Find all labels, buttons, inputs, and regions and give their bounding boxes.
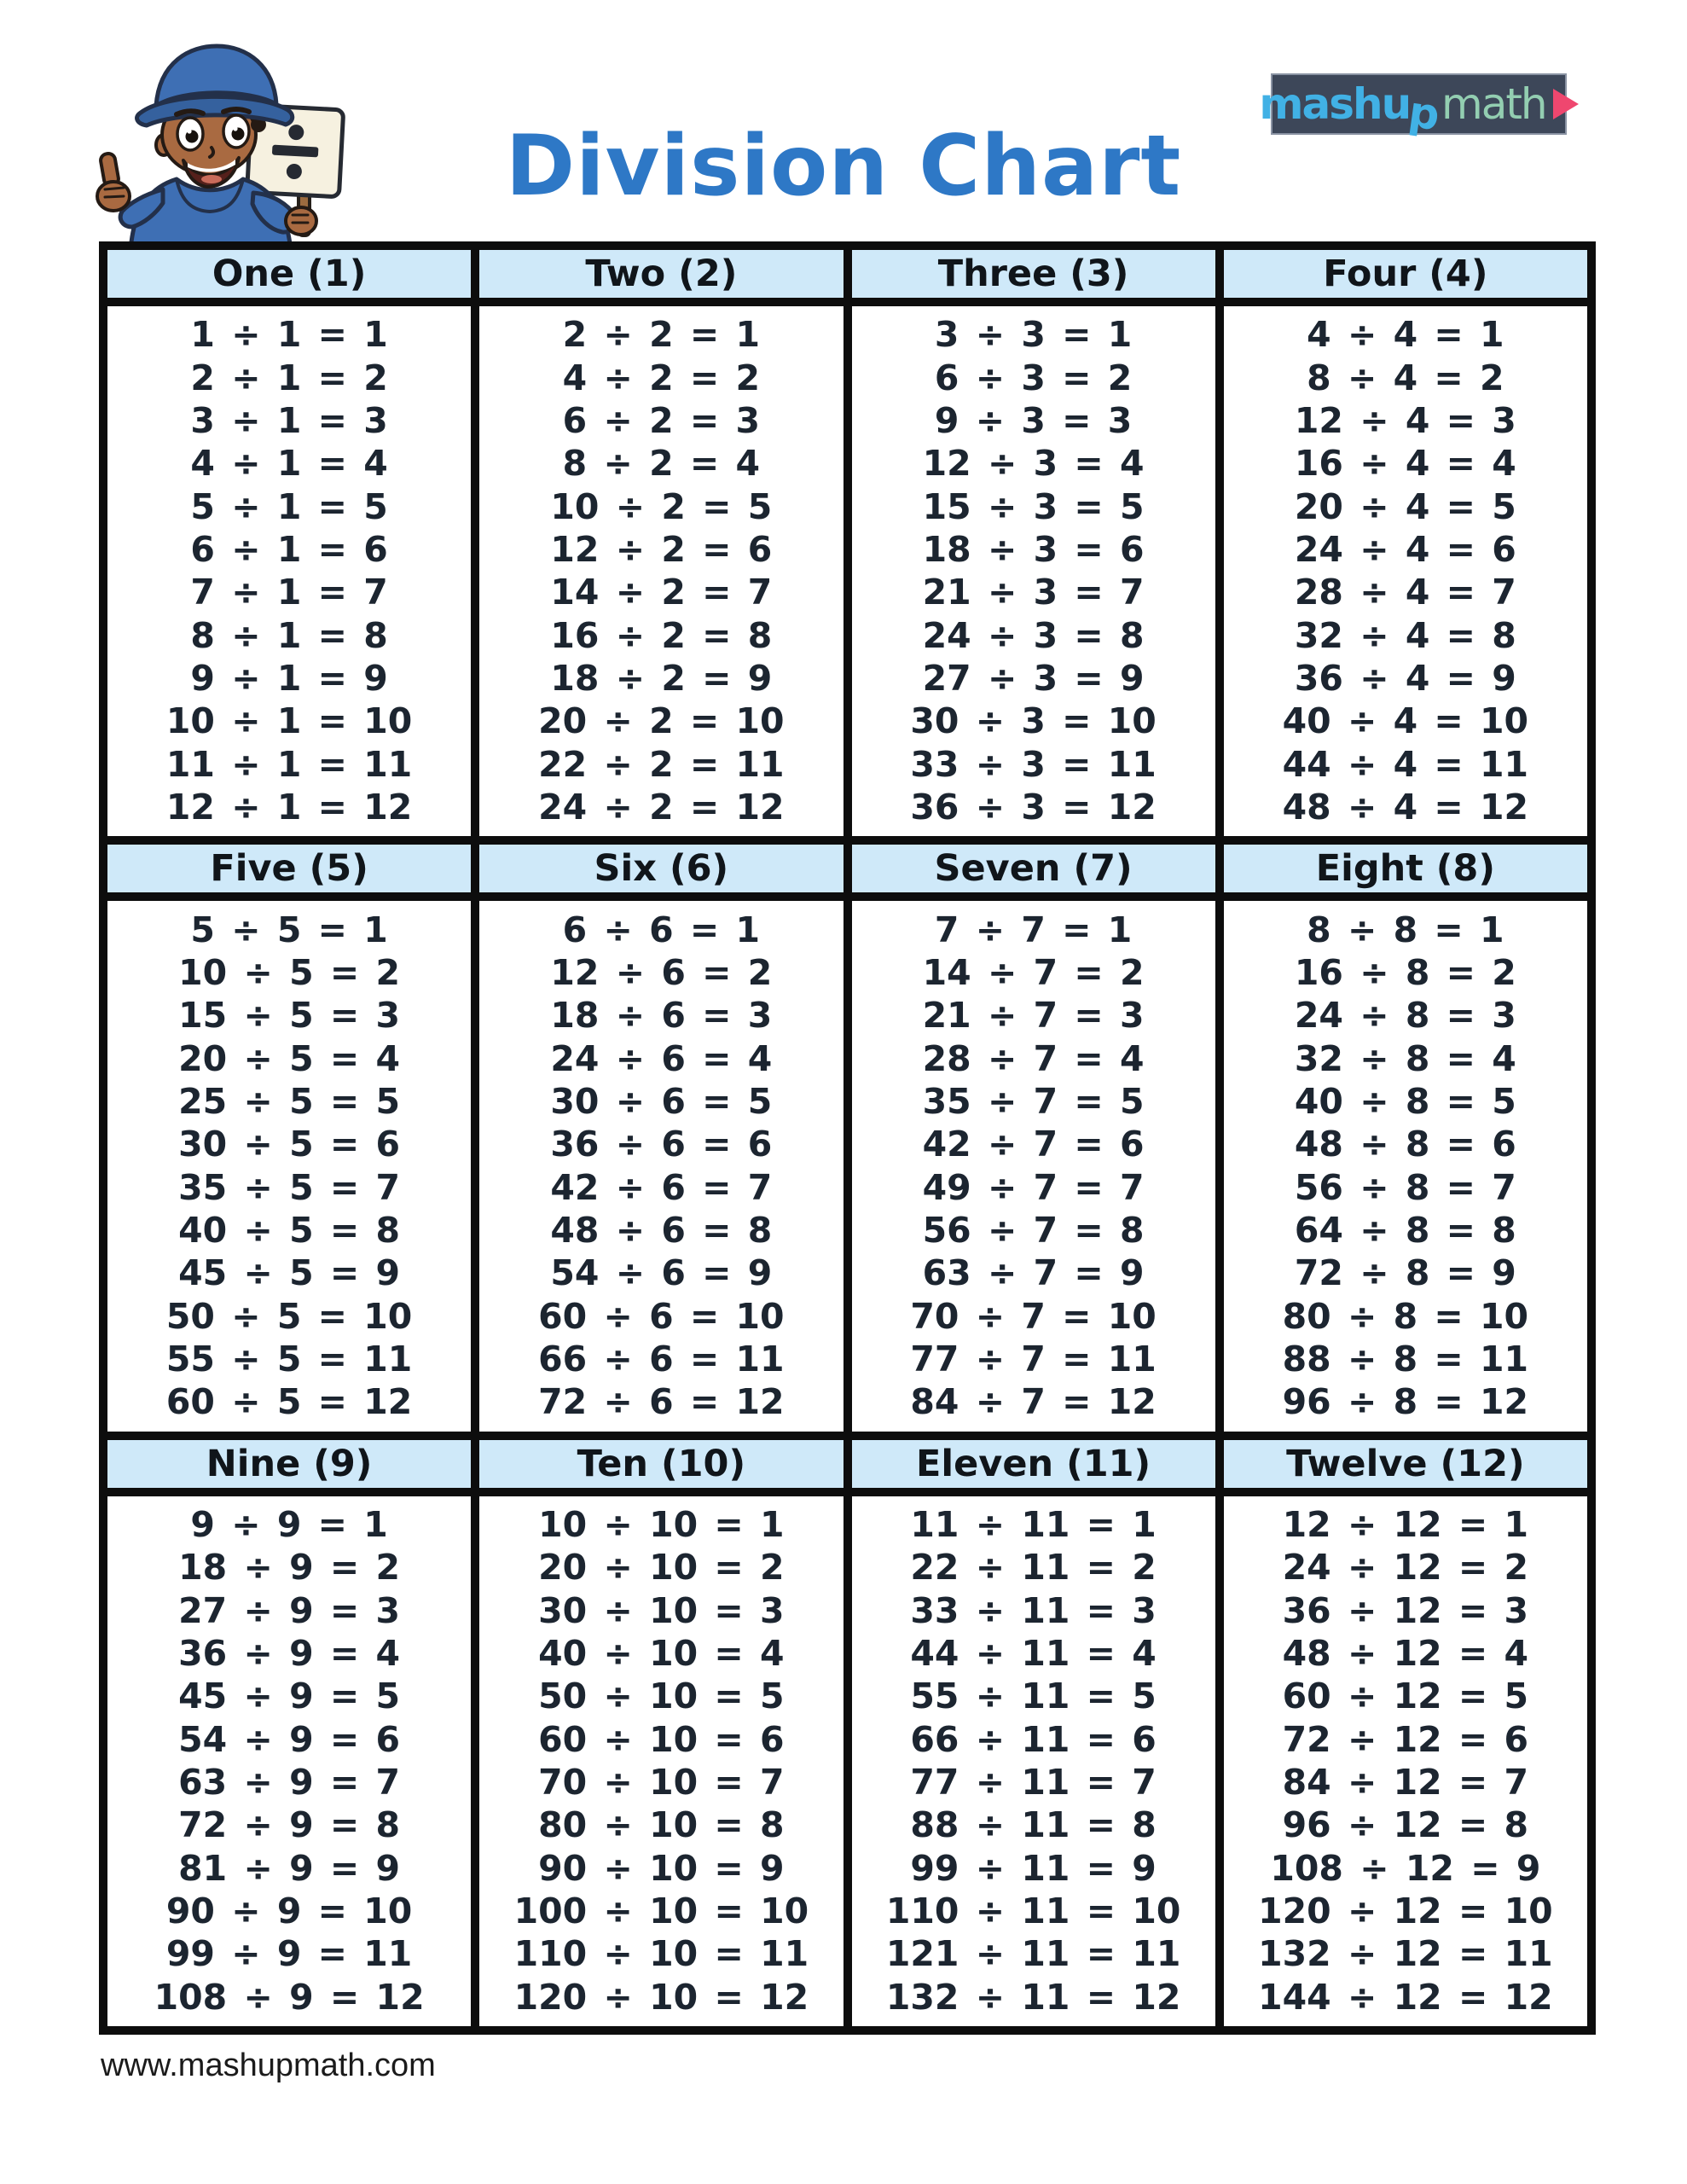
equation: 21 ÷ 7 = 3 xyxy=(922,995,1145,1037)
equation: 6 ÷ 6 = 1 xyxy=(562,909,761,950)
equation: 132 ÷ 11 = 12 xyxy=(885,1976,1181,2018)
equation: 35 ÷ 5 = 7 xyxy=(178,1166,401,1208)
equation: 40 ÷ 5 = 8 xyxy=(178,1209,401,1251)
equation: 27 ÷ 3 = 9 xyxy=(922,657,1145,699)
equation: 36 ÷ 6 = 6 xyxy=(550,1124,773,1165)
equation: 4 ÷ 4 = 1 xyxy=(1307,314,1504,356)
equation: 96 ÷ 12 = 8 xyxy=(1282,1804,1529,1846)
equation: 9 ÷ 1 = 9 xyxy=(190,657,388,699)
section-equations-cell xyxy=(107,306,471,836)
equation: 66 ÷ 11 = 6 xyxy=(910,1718,1157,1760)
section-equations-cell xyxy=(1224,901,1587,1431)
equation: 14 ÷ 2 = 7 xyxy=(550,572,773,613)
equation: 5 ÷ 1 = 5 xyxy=(190,485,388,527)
equation: 84 ÷ 7 = 12 xyxy=(910,1381,1157,1423)
section-equations-cell xyxy=(479,306,843,836)
equation: 45 ÷ 9 = 5 xyxy=(178,1676,401,1717)
mashupmath-logo xyxy=(1259,73,1567,141)
equation: 35 ÷ 7 = 5 xyxy=(922,1080,1145,1122)
equation: 10 ÷ 2 = 5 xyxy=(550,485,773,527)
logo-text-mashu: mashu xyxy=(1259,79,1411,129)
equation: 20 ÷ 2 = 10 xyxy=(538,700,785,742)
equation: 6 ÷ 2 = 3 xyxy=(562,399,761,441)
equation: 48 ÷ 12 = 4 xyxy=(1282,1632,1529,1674)
equation: 12 ÷ 12 = 1 xyxy=(1282,1503,1529,1545)
equation: 108 ÷ 9 = 12 xyxy=(154,1976,425,2018)
equation: 100 ÷ 10 = 10 xyxy=(513,1890,809,1931)
equation: 42 ÷ 7 = 6 xyxy=(922,1124,1145,1165)
page-title: Division Chart xyxy=(505,118,1182,215)
section-equations-cell xyxy=(107,901,471,1431)
equation: 30 ÷ 10 = 3 xyxy=(538,1589,785,1631)
equation: 8 ÷ 1 = 8 xyxy=(190,614,388,656)
equation: 110 ÷ 10 = 11 xyxy=(513,1933,809,1975)
equation: 72 ÷ 8 = 9 xyxy=(1294,1252,1516,1294)
section-header-row xyxy=(107,1440,1587,1488)
equation: 50 ÷ 10 = 5 xyxy=(538,1676,785,1717)
equation: 80 ÷ 10 = 8 xyxy=(538,1804,785,1846)
section-header: Seven (7) xyxy=(852,845,1215,892)
equation: 44 ÷ 11 = 4 xyxy=(910,1632,1157,1674)
equation: 10 ÷ 1 = 10 xyxy=(165,700,413,742)
equation: 132 ÷ 12 = 11 xyxy=(1258,1933,1553,1975)
equation: 144 ÷ 12 = 12 xyxy=(1258,1976,1553,2018)
equation: 90 ÷ 9 = 10 xyxy=(165,1890,413,1931)
section-header: Nine (9) xyxy=(107,1440,471,1488)
equation: 12 ÷ 1 = 12 xyxy=(165,786,413,828)
equation: 9 ÷ 3 = 3 xyxy=(934,399,1133,441)
equation: 80 ÷ 8 = 10 xyxy=(1282,1295,1529,1337)
equation: 72 ÷ 9 = 8 xyxy=(178,1804,401,1846)
equation: 60 ÷ 12 = 5 xyxy=(1282,1676,1529,1717)
section-header: Five (5) xyxy=(107,845,471,892)
equation: 30 ÷ 3 = 10 xyxy=(910,700,1157,742)
section-equations-cell xyxy=(107,1496,471,2026)
website-url: www.mashupmath.com xyxy=(101,2048,436,2083)
play-icon xyxy=(1553,89,1579,119)
equation: 63 ÷ 9 = 7 xyxy=(178,1761,401,1803)
equation: 24 ÷ 2 = 12 xyxy=(538,786,785,828)
equation: 54 ÷ 6 = 9 xyxy=(550,1252,773,1294)
equation: 36 ÷ 9 = 4 xyxy=(178,1632,401,1674)
equation: 16 ÷ 8 = 2 xyxy=(1294,951,1516,993)
right-hand xyxy=(286,207,316,235)
equation: 20 ÷ 5 = 4 xyxy=(178,1037,401,1079)
equation: 84 ÷ 12 = 7 xyxy=(1282,1761,1529,1803)
section-content-row xyxy=(107,306,1587,836)
section-equations-cell xyxy=(852,306,1215,836)
equation: 33 ÷ 11 = 3 xyxy=(910,1589,1157,1631)
equation: 32 ÷ 8 = 4 xyxy=(1294,1037,1516,1079)
equation: 70 ÷ 10 = 7 xyxy=(538,1761,785,1803)
equation: 44 ÷ 4 = 11 xyxy=(1282,743,1529,785)
equation: 8 ÷ 2 = 4 xyxy=(562,443,761,485)
equation: 4 ÷ 1 = 4 xyxy=(190,443,388,485)
equation: 5 ÷ 5 = 1 xyxy=(190,909,388,950)
equation: 12 ÷ 6 = 2 xyxy=(550,951,773,993)
equation: 56 ÷ 7 = 8 xyxy=(922,1209,1145,1251)
equation: 77 ÷ 7 = 11 xyxy=(910,1338,1157,1380)
equation: 15 ÷ 5 = 3 xyxy=(178,995,401,1037)
equation: 60 ÷ 6 = 10 xyxy=(538,1295,785,1337)
equation: 20 ÷ 4 = 5 xyxy=(1294,485,1516,527)
equation: 28 ÷ 4 = 7 xyxy=(1294,572,1516,613)
equation: 72 ÷ 6 = 12 xyxy=(538,1381,785,1423)
equation: 48 ÷ 4 = 12 xyxy=(1282,786,1529,828)
logo-text-p: p xyxy=(1406,86,1443,141)
equation: 10 ÷ 5 = 2 xyxy=(178,951,401,993)
equation: 18 ÷ 6 = 3 xyxy=(550,995,773,1037)
equation: 88 ÷ 8 = 11 xyxy=(1282,1338,1529,1380)
section-header: Eleven (11) xyxy=(852,1440,1215,1488)
equation: 21 ÷ 3 = 7 xyxy=(922,572,1145,613)
section-header: Twelve (12) xyxy=(1224,1440,1587,1488)
equation: 121 ÷ 11 = 11 xyxy=(885,1933,1181,1975)
equation: 30 ÷ 6 = 5 xyxy=(550,1080,773,1122)
chart-band xyxy=(107,845,1587,1431)
equation: 99 ÷ 9 = 11 xyxy=(165,1933,413,1975)
section-header: Two (2) xyxy=(479,250,843,298)
logo-text-math: math xyxy=(1441,79,1546,129)
equation: 24 ÷ 12 = 2 xyxy=(1282,1547,1529,1589)
equation: 22 ÷ 2 = 11 xyxy=(538,743,785,785)
equation: 99 ÷ 11 = 9 xyxy=(910,1847,1157,1889)
equation: 45 ÷ 5 = 9 xyxy=(178,1252,401,1294)
equation: 110 ÷ 11 = 10 xyxy=(885,1890,1181,1931)
equation: 96 ÷ 8 = 12 xyxy=(1282,1381,1529,1423)
equation: 10 ÷ 10 = 1 xyxy=(538,1503,785,1545)
equation: 40 ÷ 4 = 10 xyxy=(1282,700,1529,742)
section-header: Four (4) xyxy=(1224,250,1587,298)
equation: 49 ÷ 7 = 7 xyxy=(922,1166,1145,1208)
equation: 24 ÷ 6 = 4 xyxy=(550,1037,773,1079)
equation: 22 ÷ 11 = 2 xyxy=(910,1547,1157,1589)
equation: 12 ÷ 2 = 6 xyxy=(550,528,773,570)
equation: 16 ÷ 4 = 4 xyxy=(1294,443,1516,485)
chart-band xyxy=(107,1440,1587,2026)
equation: 50 ÷ 5 = 10 xyxy=(165,1295,413,1337)
equation: 2 ÷ 2 = 1 xyxy=(562,314,761,356)
equation: 30 ÷ 5 = 6 xyxy=(178,1124,401,1165)
equation: 8 ÷ 4 = 2 xyxy=(1307,357,1504,398)
equation: 36 ÷ 3 = 12 xyxy=(910,786,1157,828)
section-header: Ten (10) xyxy=(479,1440,843,1488)
equation: 24 ÷ 3 = 8 xyxy=(922,614,1145,656)
equation: 16 ÷ 2 = 8 xyxy=(550,614,773,656)
equation: 55 ÷ 11 = 5 xyxy=(910,1676,1157,1717)
chart-band xyxy=(107,250,1587,836)
equation: 81 ÷ 9 = 9 xyxy=(178,1847,401,1889)
equation: 64 ÷ 8 = 8 xyxy=(1294,1209,1516,1251)
equation: 48 ÷ 6 = 8 xyxy=(550,1209,773,1251)
section-equations-cell xyxy=(852,1496,1215,2026)
equation: 24 ÷ 8 = 3 xyxy=(1294,995,1516,1037)
equation: 24 ÷ 4 = 6 xyxy=(1294,528,1516,570)
section-equations-cell xyxy=(852,901,1215,1431)
equation: 36 ÷ 4 = 9 xyxy=(1294,657,1516,699)
section-content-row xyxy=(107,1496,1587,2026)
equation: 12 ÷ 4 = 3 xyxy=(1294,399,1516,441)
equation: 20 ÷ 10 = 2 xyxy=(538,1547,785,1589)
equation: 28 ÷ 7 = 4 xyxy=(922,1037,1145,1079)
equation: 15 ÷ 3 = 5 xyxy=(922,485,1145,527)
section-header: Six (6) xyxy=(479,845,843,892)
equation: 56 ÷ 8 = 7 xyxy=(1294,1166,1516,1208)
equation: 32 ÷ 4 = 8 xyxy=(1294,614,1516,656)
section-equations-cell xyxy=(479,1496,843,2026)
section-header: Eight (8) xyxy=(1224,845,1587,892)
equation: 40 ÷ 8 = 5 xyxy=(1294,1080,1516,1122)
equation: 18 ÷ 9 = 2 xyxy=(178,1547,401,1589)
section-header: One (1) xyxy=(107,250,471,298)
equation: 11 ÷ 11 = 1 xyxy=(910,1503,1157,1545)
equation: 18 ÷ 2 = 9 xyxy=(550,657,773,699)
equation: 3 ÷ 1 = 3 xyxy=(190,399,388,441)
equation: 60 ÷ 10 = 6 xyxy=(538,1718,785,1760)
equation: 55 ÷ 5 = 11 xyxy=(165,1338,413,1380)
equation: 108 ÷ 12 = 9 xyxy=(1270,1847,1541,1889)
equation: 72 ÷ 12 = 6 xyxy=(1282,1718,1529,1760)
footer xyxy=(101,2048,436,2084)
equation: 7 ÷ 1 = 7 xyxy=(190,572,388,613)
equation: 6 ÷ 1 = 6 xyxy=(190,528,388,570)
section-header-row xyxy=(107,845,1587,892)
equation: 90 ÷ 10 = 9 xyxy=(538,1847,785,1889)
division-chart-table xyxy=(99,241,1596,2035)
equation: 120 ÷ 12 = 10 xyxy=(1258,1890,1553,1931)
equation: 9 ÷ 9 = 1 xyxy=(190,1503,388,1545)
equation: 1 ÷ 1 = 1 xyxy=(190,314,388,356)
equation: 66 ÷ 6 = 11 xyxy=(538,1338,785,1380)
equation: 77 ÷ 11 = 7 xyxy=(910,1761,1157,1803)
equation: 4 ÷ 2 = 2 xyxy=(562,357,761,398)
equation: 8 ÷ 8 = 1 xyxy=(1307,909,1504,950)
equation: 2 ÷ 1 = 2 xyxy=(190,357,388,398)
equation: 42 ÷ 6 = 7 xyxy=(550,1166,773,1208)
section-equations-cell xyxy=(1224,1496,1587,2026)
equation: 27 ÷ 9 = 3 xyxy=(178,1589,401,1631)
section-equations-cell xyxy=(1224,306,1587,836)
equation: 3 ÷ 3 = 1 xyxy=(934,314,1133,356)
equation: 60 ÷ 5 = 12 xyxy=(165,1381,413,1423)
equation: 11 ÷ 1 = 11 xyxy=(165,743,413,785)
equation: 25 ÷ 5 = 5 xyxy=(178,1080,401,1122)
equation: 120 ÷ 10 = 12 xyxy=(513,1976,809,2018)
equation: 7 ÷ 7 = 1 xyxy=(934,909,1133,950)
equation: 14 ÷ 7 = 2 xyxy=(922,951,1145,993)
equation: 6 ÷ 3 = 2 xyxy=(934,357,1133,398)
equation: 54 ÷ 9 = 6 xyxy=(178,1718,401,1760)
equation: 12 ÷ 3 = 4 xyxy=(922,443,1145,485)
section-header: Three (3) xyxy=(852,250,1215,298)
equation: 63 ÷ 7 = 9 xyxy=(922,1252,1145,1294)
equation: 70 ÷ 7 = 10 xyxy=(910,1295,1157,1337)
section-equations-cell xyxy=(479,901,843,1431)
equation: 88 ÷ 11 = 8 xyxy=(910,1804,1157,1846)
equation: 33 ÷ 3 = 11 xyxy=(910,743,1157,785)
equation: 36 ÷ 12 = 3 xyxy=(1282,1589,1529,1631)
equation: 48 ÷ 8 = 6 xyxy=(1294,1124,1516,1165)
section-header-row xyxy=(107,250,1587,298)
equation: 18 ÷ 3 = 6 xyxy=(922,528,1145,570)
section-content-row xyxy=(107,901,1587,1431)
equation: 40 ÷ 10 = 4 xyxy=(538,1632,785,1674)
